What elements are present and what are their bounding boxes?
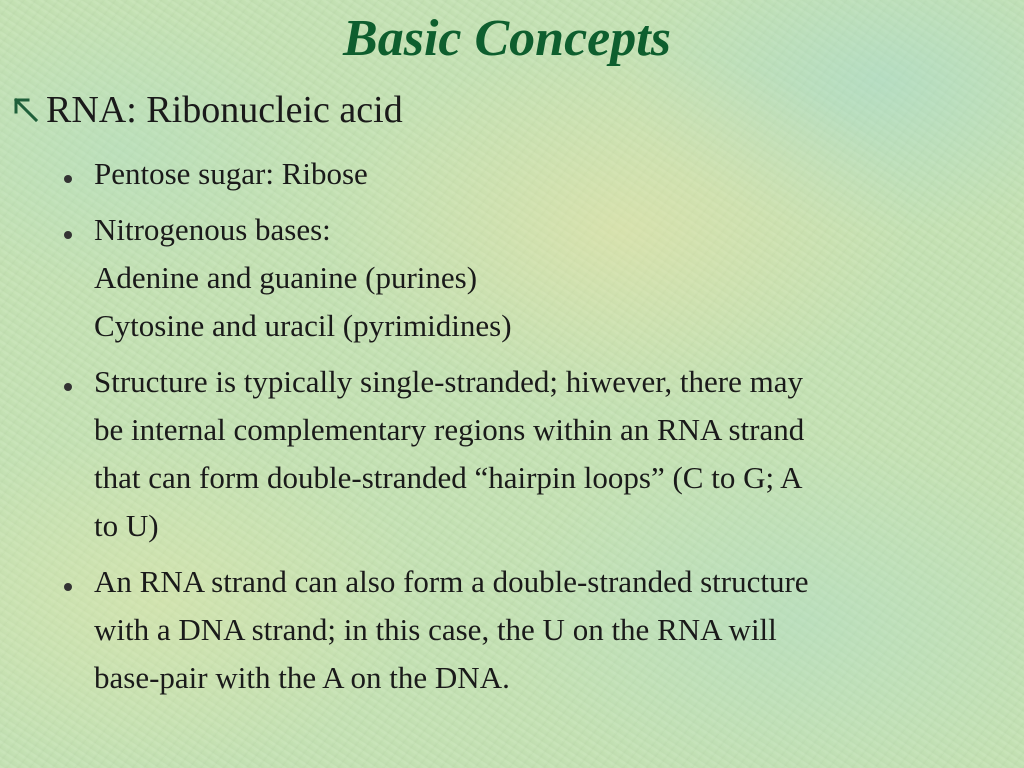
bullet-line: be internal complementary regions within an RNA strand bbox=[94, 412, 805, 447]
bullet-line: with a DNA strand; in this case, the U on the RNA will bbox=[94, 612, 777, 647]
bullet-line: An RNA strand can also form a double-stranded structure bbox=[94, 564, 809, 599]
sub-bullet-text bbox=[94, 206, 512, 350]
slide-title: Basic Concepts bbox=[343, 10, 671, 67]
bullet-dot-icon bbox=[58, 150, 94, 198]
bullet-line: base-pair with the A on the DNA. bbox=[94, 660, 510, 695]
bullet-line: Adenine and guanine (purines) bbox=[94, 260, 478, 295]
sub-bullet bbox=[58, 558, 1018, 702]
sub-bullet-text bbox=[94, 358, 804, 550]
corner-arrow-icon bbox=[12, 88, 46, 132]
bullet-line: Nitrogenous bases: bbox=[94, 212, 331, 247]
sub-bullet bbox=[58, 150, 1018, 198]
main-bullet bbox=[12, 88, 1002, 132]
bullet-line: that can form double-stranded “hairpin loops” (C to G; A bbox=[94, 460, 803, 495]
sub-bullet-list bbox=[58, 150, 1018, 710]
sub-bullet-text bbox=[94, 558, 809, 702]
main-bullet-text: RNA: Ribonucleic acid bbox=[46, 89, 403, 131]
corner-arrow-icon-graphic bbox=[14, 98, 42, 124]
bullet-line: Structure is typically single-stranded; hiwever, there may bbox=[94, 364, 803, 399]
sub-bullet bbox=[58, 206, 1018, 350]
sub-bullet-text bbox=[94, 150, 368, 198]
sub-bullet bbox=[58, 358, 1018, 550]
bullet-line: Pentose sugar: Ribose bbox=[94, 156, 368, 191]
bullet-line: to U) bbox=[94, 508, 159, 543]
bullet-dot-icon bbox=[58, 206, 94, 254]
bullet-dot-icon bbox=[58, 558, 94, 606]
bullet-line: Cytosine and uracil (pyrimidines) bbox=[94, 308, 512, 343]
bullet-dot-icon bbox=[58, 358, 94, 406]
